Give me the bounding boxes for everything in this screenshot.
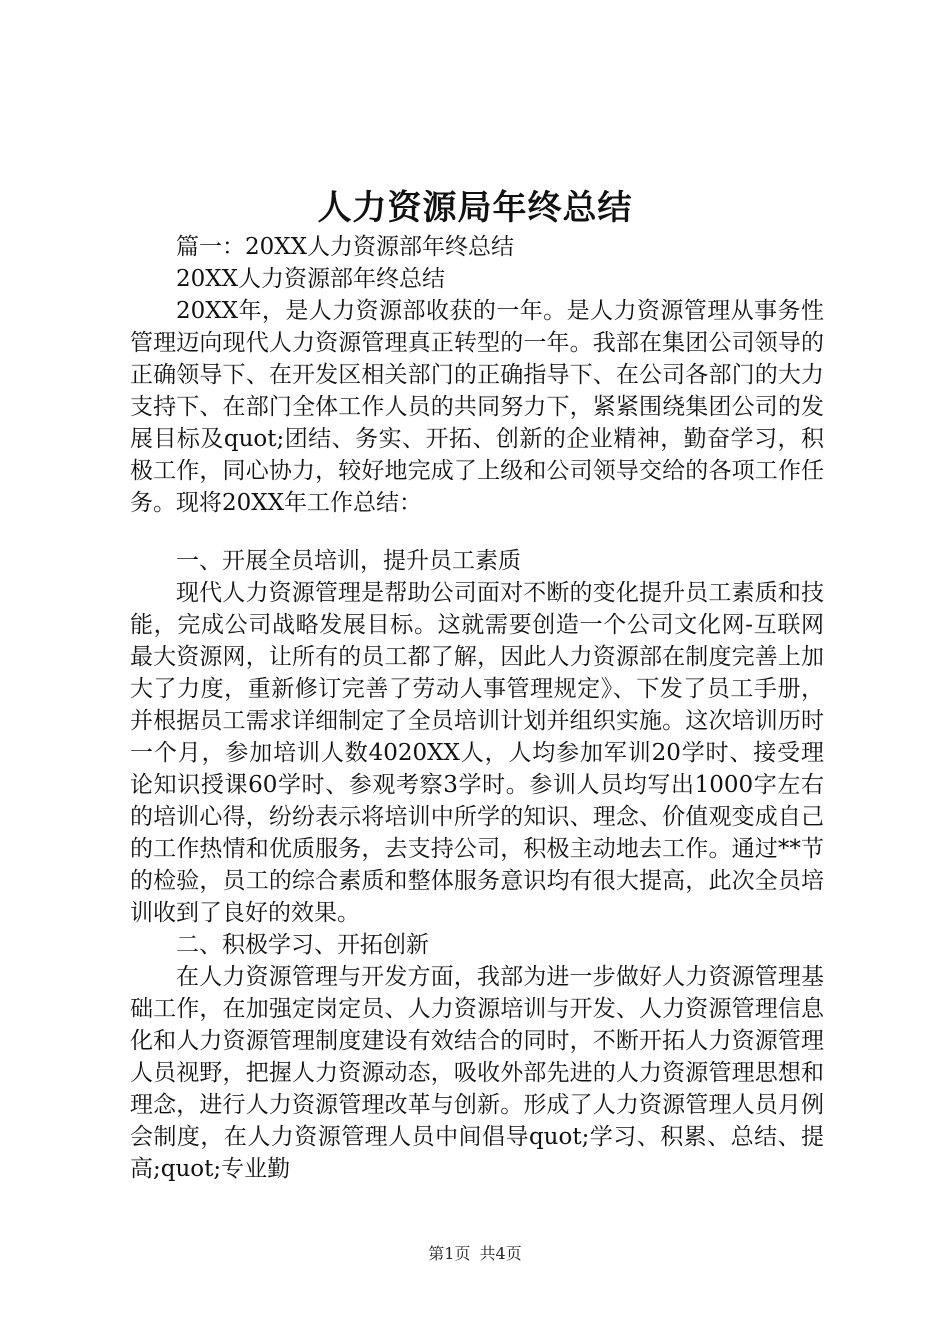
- page-footer: [0, 1242, 950, 1266]
- body-paragraph: 现代人力资源管理是帮助公司面对不断的变化提升员工素质和技能，完成公司战略发展目标。这就需要创造一个公司文化网-互联网最大资源网，让所有的员工都了解，因此人力资源部在制度完善上加大了力度，重新修订完善了劳动人事管理规定》、下发了员工手册，并根据员工需求详细制定了全员培训计划并组织实施。这次培训历时一个月，参加培训人数4020XX人，人均参加军训20学时、接受理论知识授课60学时、参观考察3学时。参训人员均写出1000字左右的培训心得，纷纷表示将培训中所学的知识、理念、价值观变成自己的工作热情和优质服务，去支持公司，积极主动地去工作。通过**节的检验，员工的综合素质和整体服务意识均有很大提高，此次全员培训收到了良好的效果。: [130, 580, 824, 926]
- document-body: [130, 231, 824, 1185]
- page-number: 第1页: [428, 1244, 471, 1263]
- subheading: 20XX人力资源部年终总结: [176, 266, 446, 292]
- document-title: 人力资源局年终总结: [317, 188, 633, 228]
- section-heading: 一、开展全员培训，提升员工素质: [176, 548, 521, 574]
- section-heading: 篇一：20XX人力资源部年终总结: [176, 234, 515, 260]
- paragraph-gap: [130, 519, 824, 545]
- body-paragraph: 20XX年，是人力资源部收获的一年。是人力资源管理从事务性管理迈向现代人力资源管理真正转型的一年。我部在集团公司领导的正确领导下、在开发区相关部门的正确指导下、在公司各部门的大力支持下、在部门全体工作人员的共同努力下，紧紧围绕集团公司的发展目标及quot;团结、务实、开拓、创新的企业精神，勤奋学习，积极工作，同心协力，较好地完成了上级和公司领导交给的各项工作任务。现将20XX年工作总结：: [130, 298, 824, 516]
- page-total: 共4页: [479, 1244, 522, 1263]
- body-paragraph: 在人力资源管理与开发方面，我部为进一步做好人力资源管理基础工作，在加强定岗定员、人力资源培训与开发、人力资源管理信息化和人力资源管理制度建设有效结合的同时，不断开拓人力资源管理人员视野，把握人力资源动态，吸收外部先进的人力资源管理思想和理念，进行人力资源管理改革与创新。形成了人力资源管理人员月例会制度，在人力资源管理人员中间倡导quot;学习、积累、总结、提高;quot;专业勤: [130, 964, 824, 1182]
- section-heading: 二、积极学习、开拓创新: [176, 932, 429, 958]
